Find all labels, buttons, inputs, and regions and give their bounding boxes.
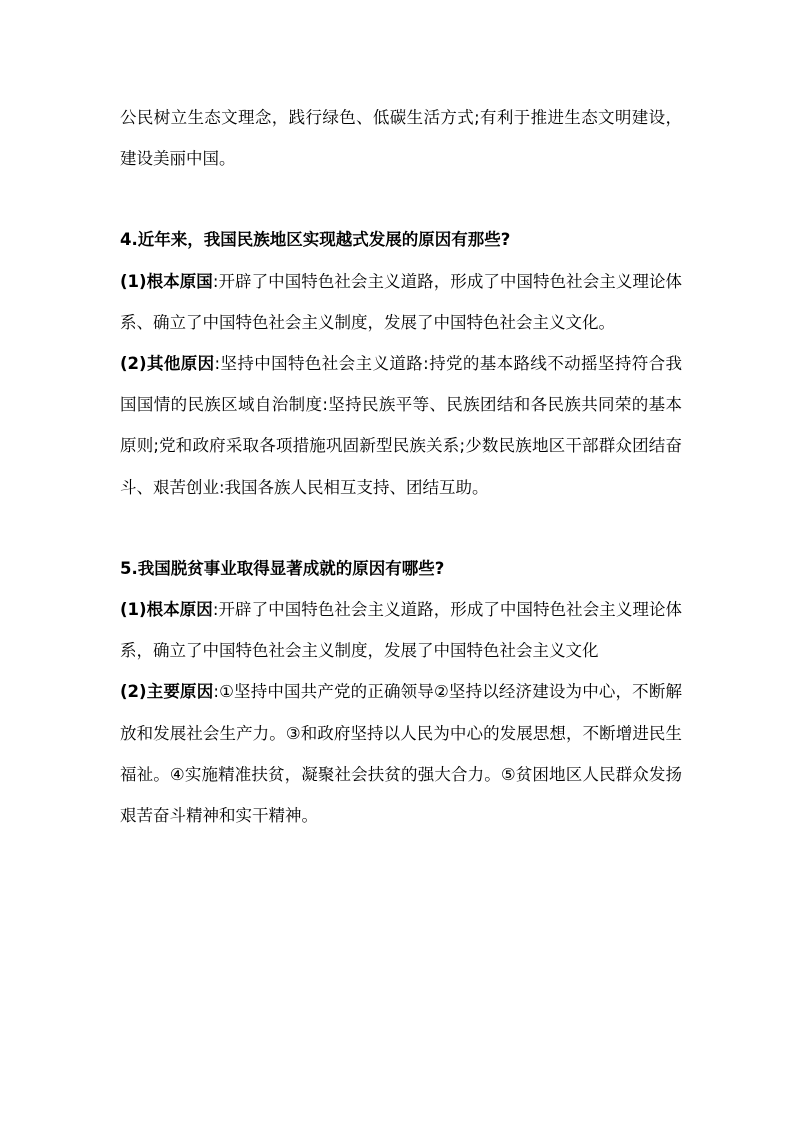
q4-answer-2 — [120, 343, 682, 508]
q4-answer-2-label: (2)其他原因 — [120, 354, 215, 374]
q4-answer-1 — [120, 261, 682, 343]
q5-answer-1-text: :开辟了中国特色社会主义道路，形成了中国特色社会主义理论体系，确立了中国特色社会主义制度，发展了中国特色社会主义文化 — [120, 600, 682, 661]
q5-answer-1-label: (1)根本原因 — [120, 600, 213, 620]
intro-paragraph — [120, 97, 682, 179]
q5-answer-2 — [120, 671, 682, 836]
intro-text: 公民树立生态文理念，践行绿色、低碳生活方式;有利于推进生态文明建设，建设美丽中国。 — [120, 108, 682, 169]
document-body — [120, 97, 682, 836]
q5-answer-2-label: (2)主要原因 — [120, 682, 214, 702]
q4-answer-1-text: :开辟了中国特色社会主义道路，形成了中国特色社会主义理论体系、确立了中国特色社会主义制度，发展了中国特色社会主义文化。 — [120, 271, 682, 332]
q4-answer-2-text: :坚持中国特色社会主义道路:持党的基本路线不动摇坚持符合我国国情的民族区域自治制度:坚持民族平等、民族团结和各民族共同荣的基本原则;党和政府采取各项措施巩固新型民族关系;少数民族地区干部群众团结奋斗、艰苦创业:我国各族人民相互支持、团结互助。 — [120, 354, 682, 497]
q5-answer-1 — [120, 589, 682, 671]
question-5-heading: 5.我国脱贫事业取得显著成就的原因有哪些? — [120, 558, 445, 578]
question-4-heading: 4.近年来，我国民族地区实现越式发展的原因有那些? — [120, 230, 511, 250]
q4-answer-1-label: (1)根本原国 — [120, 271, 213, 291]
q5-answer-2-text: :①坚持中国共产党的正确领导②坚持以经济建设为中心，不断解放和发展社会生产力。③和政府坚持以人民为中心的发展思想，不断增进民生福祉。④实施精准扶贫，凝聚社会扶贫的强大合力。⑤贫困地区人民群众发扬艰苦奋斗精神和实干精神。 — [120, 682, 682, 826]
